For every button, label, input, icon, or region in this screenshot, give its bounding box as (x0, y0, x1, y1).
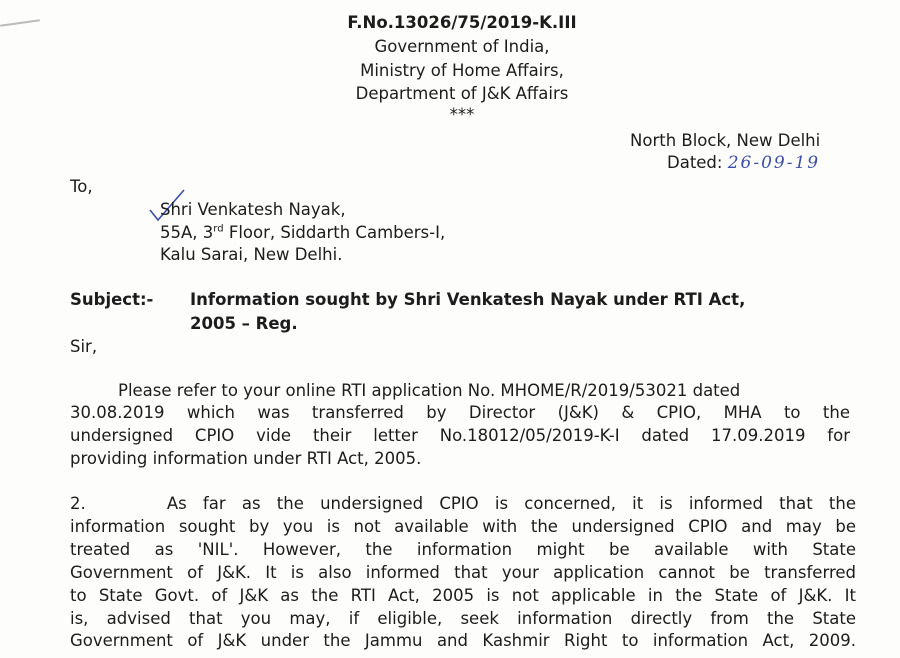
para1-line-3: undersigned CPIO vide their letter No.18012/05/2019-K-I dated 17.09.2019 for (70, 426, 850, 445)
para1-line-4: providing information under RTI Act, 2005. (70, 449, 422, 468)
dated-label: Dated: (667, 153, 723, 172)
para2-line-3: treated as 'NIL'. However, the information might be available with State (70, 540, 856, 559)
para2-line-4: Government of J&K. It is also informed that your application cannot be transferred (70, 563, 856, 582)
address-line-2-post: Floor, Siddarth Cambers-I, (223, 223, 446, 242)
para2-line-5: to State Govt. of J&K as the RTI Act, 2005 is not applicable in the State of J&K. It (70, 586, 856, 605)
para2-line-7: Government of J&K under the Jammu and Kashmir Right to information Act, 2009. (70, 631, 856, 650)
address-line-2-pre: 55A, 3 (160, 223, 214, 242)
header-department: Department of J&K Affairs (355, 84, 569, 103)
salutation: Sir, (70, 337, 98, 356)
addressee-name: Shri Venkatesh Nayak, (160, 200, 346, 219)
file-number: F.No.13026/75/2019-K.III (347, 13, 577, 32)
para2-line-6: is, advised that you may, if eligible, seek information directly from the State (70, 609, 856, 628)
date-line (667, 152, 820, 174)
header-stars: *** (449, 105, 475, 124)
para1-line-1: Please refer to your online RTI application No. MHOME/R/2019/53021 dated (118, 381, 741, 400)
address-line-2 (160, 222, 445, 244)
address-line-2-sup: rd (213, 223, 224, 235)
subject-line-1: Information sought by Shri Venkatesh Nayak under RTI Act, (190, 290, 746, 309)
subject-line-2: 2005 – Reg. (190, 314, 298, 333)
subject-label: Subject:- (70, 290, 154, 309)
header-government: Government of India, (374, 37, 550, 56)
handwritten-date: 26-09-19 (727, 153, 821, 173)
para2-line-2: information sought by you is not available with the undersigned CPIO and may be (70, 517, 856, 536)
place: North Block, New Delhi (630, 131, 821, 150)
to-label: To, (70, 177, 93, 196)
header-ministry: Ministry of Home Affairs, (360, 61, 564, 80)
para1-line-2: 30.08.2019 which was transferred by Director (J&K) & CPIO, MHA to the (70, 403, 850, 422)
address-line-3: Kalu Sarai, New Delhi. (160, 245, 343, 264)
para2-line-1: 2. As far as the undersigned CPIO is concerned, it is informed that the (70, 494, 856, 513)
